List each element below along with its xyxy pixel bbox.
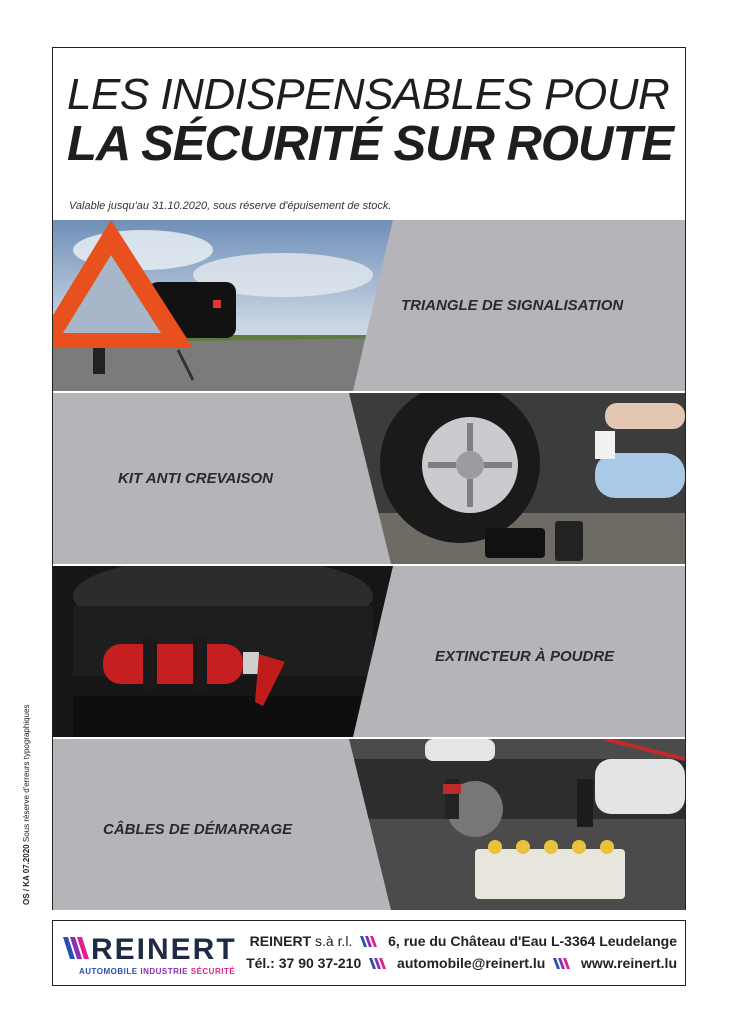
tagline-securite: SÉCURITÉ [190, 967, 236, 976]
warning-triangle-photo [53, 220, 393, 391]
divider-stripes-icon [369, 958, 389, 969]
tire-repair-kit-photo [345, 393, 685, 564]
title-line-2: LA SÉCURITÉ SUR ROUTE [67, 117, 674, 171]
logo-tagline [79, 967, 235, 976]
company-email[interactable]: automobile@reinert.lu [397, 955, 546, 971]
flyer-header [53, 48, 685, 218]
company-form: s.à r.l. [315, 933, 353, 949]
company-address-line [250, 933, 677, 949]
divider-stripes-icon [553, 958, 573, 969]
company-footer [52, 920, 686, 986]
company-contact-line [246, 955, 677, 971]
jumper-cables-photo [345, 739, 685, 910]
product-row-jumper-cables [53, 737, 685, 910]
logo-stripes-icon [63, 937, 93, 959]
company-address: 6, rue du Château d'Eau L-3364 Leudelange [388, 933, 677, 949]
company-name: REINERT [249, 933, 312, 949]
print-reference [22, 705, 31, 905]
typo-disclaimer: Sous réserve d'erreurs typographiques [22, 704, 31, 843]
product-list [53, 218, 685, 910]
logo-wordmark: REINERT [91, 933, 237, 966]
tagline-automobile: AUTOMOBILE [79, 967, 138, 976]
flyer-frame [52, 47, 686, 910]
product-label-tire-kit: KIT ANTI CREVAISON [118, 470, 274, 487]
product-label-triangle: TRIANGLE DE SIGNALISATION [401, 297, 624, 314]
product-row-tire-kit [53, 391, 685, 564]
validity-note: Valable jusqu'au 31.10.2020, sous réserve d'épuisement de stock. [69, 200, 392, 212]
tagline-industrie: INDUSTRIE [140, 967, 188, 976]
title-line-1: LES INDISPENSABLES POUR [67, 70, 670, 119]
product-row-triangle [53, 218, 685, 391]
company-website[interactable]: www.reinert.lu [581, 955, 677, 971]
print-code: OS / KA 07.2020 [22, 844, 31, 905]
fire-extinguisher-photo [53, 566, 393, 737]
divider-stripes-icon [360, 936, 380, 947]
product-label-jumper-cables: CÂBLES DE DÉMARRAGE [103, 821, 293, 838]
company-phone: Tél.: 37 90 37-210 [246, 955, 362, 971]
product-label-extinguisher: EXTINCTEUR À POUDRE [435, 648, 615, 665]
product-row-extinguisher [53, 564, 685, 737]
